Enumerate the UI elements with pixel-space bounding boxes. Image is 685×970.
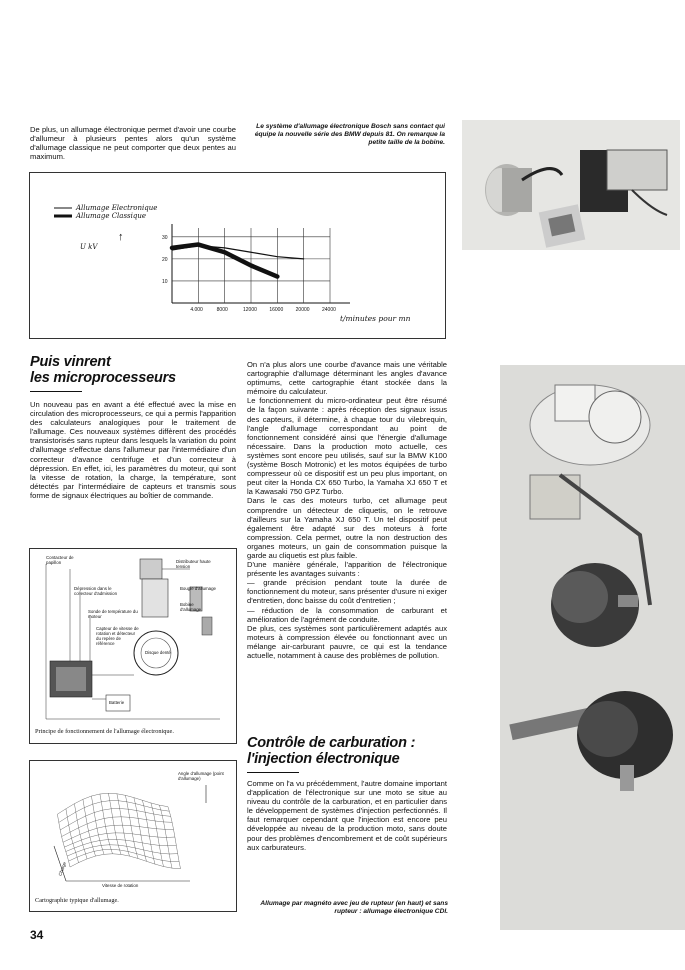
photo-caption-bottom: Allumage par magnéto avec jeu de rupteur (en haut) et sans rupteur : allumage électronique CDI.	[260, 900, 448, 915]
right-p6: — réduction de la consommation de carburant et amélioration de l'agrément de conduite.	[247, 605, 447, 624]
x-axis-label: t/minutes pour mn	[340, 314, 411, 323]
label-disque: Disque denté	[145, 650, 171, 655]
x-tick-label: 16000	[269, 307, 284, 313]
photo-caption-top: Le système d'allumage électronique Bosch sans contact qui équipe la nouvelle série des BMW depuis 81. On remarque la petite taille de la bobine.	[254, 123, 445, 146]
section2-title-line2: l'injection électronique	[247, 751, 400, 767]
label-vitesse: Vitesse de rotation	[102, 883, 139, 888]
label-bobine: Bobine d'allumage	[180, 602, 202, 612]
diagram1-caption: Principe de fonctionnement de l'allumage électronique.	[35, 728, 174, 735]
label-bougie: Bougie d'allumage	[180, 586, 216, 591]
label-angle: Angle d'allumage (point d'allumage)	[178, 771, 224, 781]
x-tick-label: 4.000	[190, 307, 203, 313]
ignition-diagram	[29, 548, 237, 744]
section1-title-line2: les microprocesseurs	[30, 370, 176, 386]
advance-curve-chart	[29, 172, 446, 339]
chart-series	[172, 245, 304, 277]
mesh-col	[91, 796, 104, 854]
section1-body: Un nouveau pas en avant a été effectué avec la mise en circulation des microprocesseurs, ce qui a permis l'apparition des calculateurs analogiques pour le traitement de l'allumage. Ces nouveaux systèmes diffèrent des procédés transistorisés sans rupteur dans lesquels la variation du point d'allumage s'effectue dans l'allumeur par l'intermédiaire d'un correcteur d'avance centrifuge et d'un correcteur à dépression. En effet, ici, les paramètres du moteur, qui sont la vitesse de rotation, la charge, la température, sont détectés par l'intermédiaire de capteurs et transmis sous forme de signaux électriques au boîtier de commande.	[30, 400, 236, 500]
y-axis-label: U kV	[80, 243, 98, 251]
section1-title	[30, 354, 240, 386]
label-depression: Dépression dans le collecteur d'admission	[74, 586, 118, 596]
right-p2: Le fonctionnement du micro-ordinateur peut être résumé de la façon suivante : après réception des signaux issus des capteurs, il détermine, à chaque tour du vilebrequin, l'angle d'allumage correspondant au point de fonctionnement considéré ainsi que l'énergie d'allumage nécessaire. Dans la production moto actuelle, ces systèmes sont encore peu utilisés, sauf sur la BMW K100 (système Bosch Motronic) et les motos équipées de turbo compresseur où ce dispositif est un peu plus important, on peut citer la Honda CX 650 Turbo, la Yamaha XJ 650 T et la Kawasaki 750 GPZ Turbo.	[247, 396, 447, 497]
diagram2-caption: Cartographie typique d'allumage.	[35, 897, 119, 904]
intro-paragraph: De plus, un allumage électronique permet d'avoir une courbe d'allumeur à plusieurs pentes alors qu'un système d'allumage classique ne peut comporter que deux pentes au maximum.	[30, 125, 236, 162]
label-sonde: Sonde de température du moteur	[88, 609, 138, 619]
y-tick-label: 10	[162, 278, 168, 285]
ignition-map-diagram	[29, 760, 237, 912]
x-tick-label: 12000	[243, 307, 257, 313]
right-p7: De plus, ces systèmes sont particulièrement adaptés aux moteurs à compression élevée ou fonctionnant avec un mélange air-carburant pauvre, ce qui est la tendance actuelle, notamment à cause des problèmes de pollution.	[247, 623, 447, 660]
mesh-row	[57, 793, 167, 814]
label-capteur: Capteur de vitesse de rotation et détecteur du repère de référence	[96, 626, 139, 646]
section1-title-line1: Puis vinrent	[30, 354, 111, 370]
right-p1: On n'a plus alors une courbe d'avance mais une véritable cartographie d'allumage déterminant les angles d'avance optimums, cette cartographie étant stockée dans la mémoire du calculateur.	[247, 360, 447, 397]
photo-magneto-ignition	[500, 365, 685, 930]
mesh-col	[168, 807, 181, 869]
right-p3: Dans le cas des moteurs turbo, cet allumage peut comprendre un détecteur de cliquetis, on le retrouve d'ailleurs sur la Yamaha XJ 650 T. Un tel dispositif peut également être adapté sur des moteurs à forte compression. Cela permet, outre la non destruction des organes moteurs, un gain de consommation puisque la garde au cliquetis est plus faible.	[247, 496, 447, 560]
x-tick-label: 8000	[216, 307, 228, 313]
y-arrow-icon: ↑	[118, 231, 124, 243]
legend-electronic-label: Allumage Electronique	[76, 204, 158, 212]
label-batterie: Batterie	[109, 700, 125, 705]
label-contacteur: Contacteur de papillon	[46, 555, 74, 565]
right-p5: — grande précision pendant toute la durée de fonctionnement du moteur, sans présenter d'usure ni exiger d'entretien, donc baisse du coût d'entretien ;	[247, 578, 447, 606]
legend-classic-label: Allumage Classique	[76, 212, 147, 220]
mesh-col	[142, 800, 155, 864]
mesh-row	[59, 801, 170, 823]
y-tick-label: 30	[162, 234, 168, 241]
right-p4: D'une manière générale, l'apparition de l'électronique présente les avantages suivants :	[247, 560, 447, 579]
chart-grid	[172, 224, 350, 303]
ignition-map-mesh	[57, 793, 180, 868]
y-tick-label: 20	[162, 256, 168, 263]
section2-rule	[247, 772, 299, 773]
x-tick-label: 24000	[322, 307, 336, 313]
mesh-row	[70, 854, 181, 869]
section1-rule	[30, 391, 82, 392]
section2-title-line1: Contrôle de carburation :	[247, 735, 416, 751]
right-column	[247, 360, 447, 660]
label-charge: Charge	[57, 861, 68, 877]
x-tick-label: 20000	[295, 307, 310, 313]
photo-bosch-ignition	[462, 120, 680, 250]
mesh-col	[134, 798, 147, 862]
section2-body: Comme on l'a vu précédemment, l'autre domaine important d'application de l'électronique sur une moto se situe au niveau du contrôle de la carburation, et en particulier dans le développement de systèmes d'injection perfectionnés. Il faut remarquer cependant que l'injection est encore peu développée au niveau de la production moto, sans doute pour des problèmes d'encombrement et de coût supérieurs aux carburateurs.	[247, 779, 447, 852]
chart-svg	[30, 173, 445, 338]
label-distributeur: Distributeur haute tension	[176, 559, 211, 569]
section2-title	[247, 735, 457, 767]
page-number: 34	[30, 928, 44, 942]
mesh-col	[83, 799, 96, 856]
